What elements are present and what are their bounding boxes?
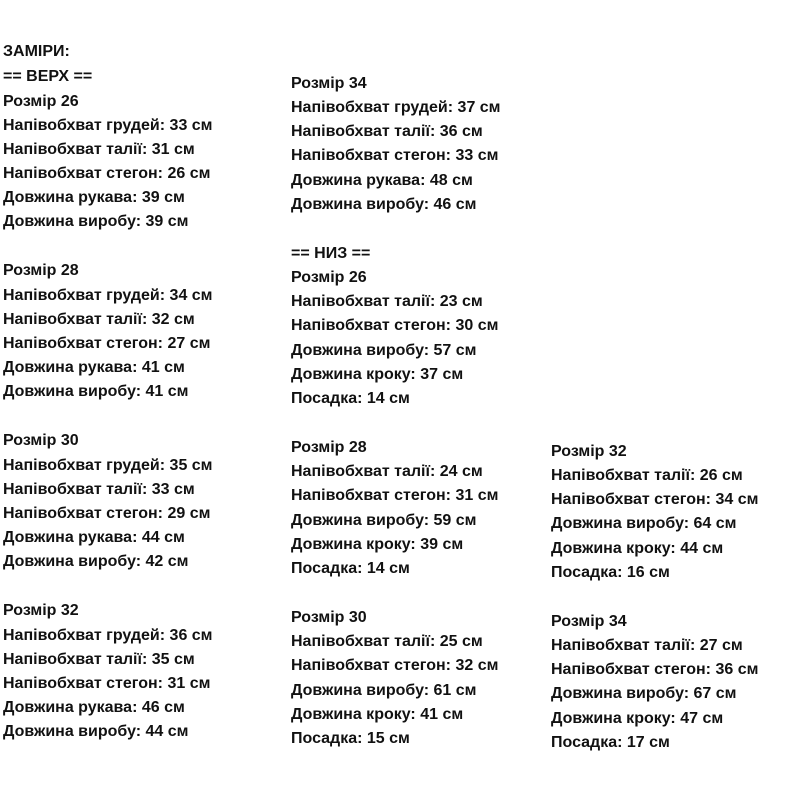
measurement-line: Довжина виробу: 64 см xyxy=(551,515,737,532)
size-label: Розмір 30 xyxy=(291,609,367,626)
size-label: Розмір 34 xyxy=(551,613,627,630)
measurement-line: Напівобхват талії: 35 см xyxy=(3,651,195,668)
measurement-line: Довжина рукава: 44 см xyxy=(3,529,185,546)
measurement-line: Напівобхват грудей: 35 см xyxy=(3,457,213,474)
size-label: Розмір 26 xyxy=(3,93,79,110)
measurement-line: Довжина виробу: 57 см xyxy=(291,342,477,359)
measurement-line: Напівобхват талії: 26 см xyxy=(551,467,743,484)
measurement-line: Довжина виробу: 46 см xyxy=(291,196,477,213)
size-label: Розмір 26 xyxy=(291,269,367,286)
measurement-line: Напівобхват стегон: 36 см xyxy=(551,661,759,678)
measurement-line: Довжина кроку: 44 см xyxy=(551,540,724,557)
measurement-line: Довжина виробу: 61 см xyxy=(291,682,477,699)
measurement-line: Напівобхват стегон: 31 см xyxy=(3,675,211,692)
measurement-line: Довжина рукава: 46 см xyxy=(3,699,185,716)
measurement-line: Напівобхват талії: 24 см xyxy=(291,463,483,480)
measurement-line: Довжина виробу: 39 см xyxy=(3,213,189,230)
size-label: Розмір 32 xyxy=(3,602,79,619)
measurement-line: Посадка: 15 см xyxy=(291,730,410,747)
measurement-line: Напівобхват стегон: 33 см xyxy=(291,147,499,164)
size-label: Розмір 34 xyxy=(291,75,367,92)
bottom-section-heading: == НИЗ == xyxy=(291,245,371,262)
measurement-line: Довжина кроку: 41 см xyxy=(291,706,464,723)
top-section-heading: == ВЕРХ == xyxy=(3,68,93,85)
measurement-line: Напівобхват стегон: 29 см xyxy=(3,505,211,522)
measurement-line: Напівобхват талії: 32 см xyxy=(3,311,195,328)
measurement-line: Напівобхват грудей: 37 см xyxy=(291,99,501,116)
measurement-line: Напівобхват грудей: 33 см xyxy=(3,117,213,134)
measurement-line: Напівобхват грудей: 36 см xyxy=(3,627,213,644)
measurement-line: Довжина рукава: 48 см xyxy=(291,172,473,189)
measurement-line: Напівобхват стегон: 31 см xyxy=(291,487,499,504)
measurement-line: Довжина виробу: 44 см xyxy=(3,723,189,740)
measurement-line: Напівобхват стегон: 30 см xyxy=(291,317,499,334)
measurement-line: Посадка: 17 см xyxy=(551,734,670,751)
measurement-line: Напівобхват стегон: 26 см xyxy=(3,165,211,182)
measurement-line: Довжина виробу: 67 см xyxy=(551,685,737,702)
measurement-line: Довжина виробу: 59 см xyxy=(291,512,477,529)
measurement-line: Посадка: 14 см xyxy=(291,560,410,577)
measurement-line: Посадка: 16 см xyxy=(551,564,670,581)
measurement-line: Напівобхват талії: 23 см xyxy=(291,293,483,310)
measurement-line: Напівобхват стегон: 34 см xyxy=(551,491,759,508)
measurement-line: Напівобхват талії: 25 см xyxy=(291,633,483,650)
measurement-line: Напівобхват стегон: 27 см xyxy=(3,335,211,352)
measurement-line: Довжина кроку: 39 см xyxy=(291,536,464,553)
measurement-line: Напівобхват талії: 31 см xyxy=(3,141,195,158)
measurement-line: Напівобхват талії: 33 см xyxy=(3,481,195,498)
page-title: ЗАМІРИ: xyxy=(3,43,70,60)
measurement-line: Напівобхват талії: 27 см xyxy=(551,637,743,654)
measurement-line: Напівобхват талії: 36 см xyxy=(291,123,483,140)
measurement-line: Довжина рукава: 41 см xyxy=(3,359,185,376)
size-label: Розмір 28 xyxy=(291,439,367,456)
measurement-line: Посадка: 14 см xyxy=(291,390,410,407)
measurement-line: Напівобхват грудей: 34 см xyxy=(3,287,213,304)
measurement-line: Напівобхват стегон: 32 см xyxy=(291,657,499,674)
measurement-line: Довжина виробу: 42 см xyxy=(3,553,189,570)
size-label: Розмір 28 xyxy=(3,262,79,279)
measurement-line: Довжина кроку: 47 см xyxy=(551,710,724,727)
size-label: Розмір 32 xyxy=(551,443,627,460)
size-label: Розмір 30 xyxy=(3,432,79,449)
measurement-line: Довжина рукава: 39 см xyxy=(3,189,185,206)
measurement-line: Довжина кроку: 37 см xyxy=(291,366,464,383)
measurement-line: Довжина виробу: 41 см xyxy=(3,383,189,400)
